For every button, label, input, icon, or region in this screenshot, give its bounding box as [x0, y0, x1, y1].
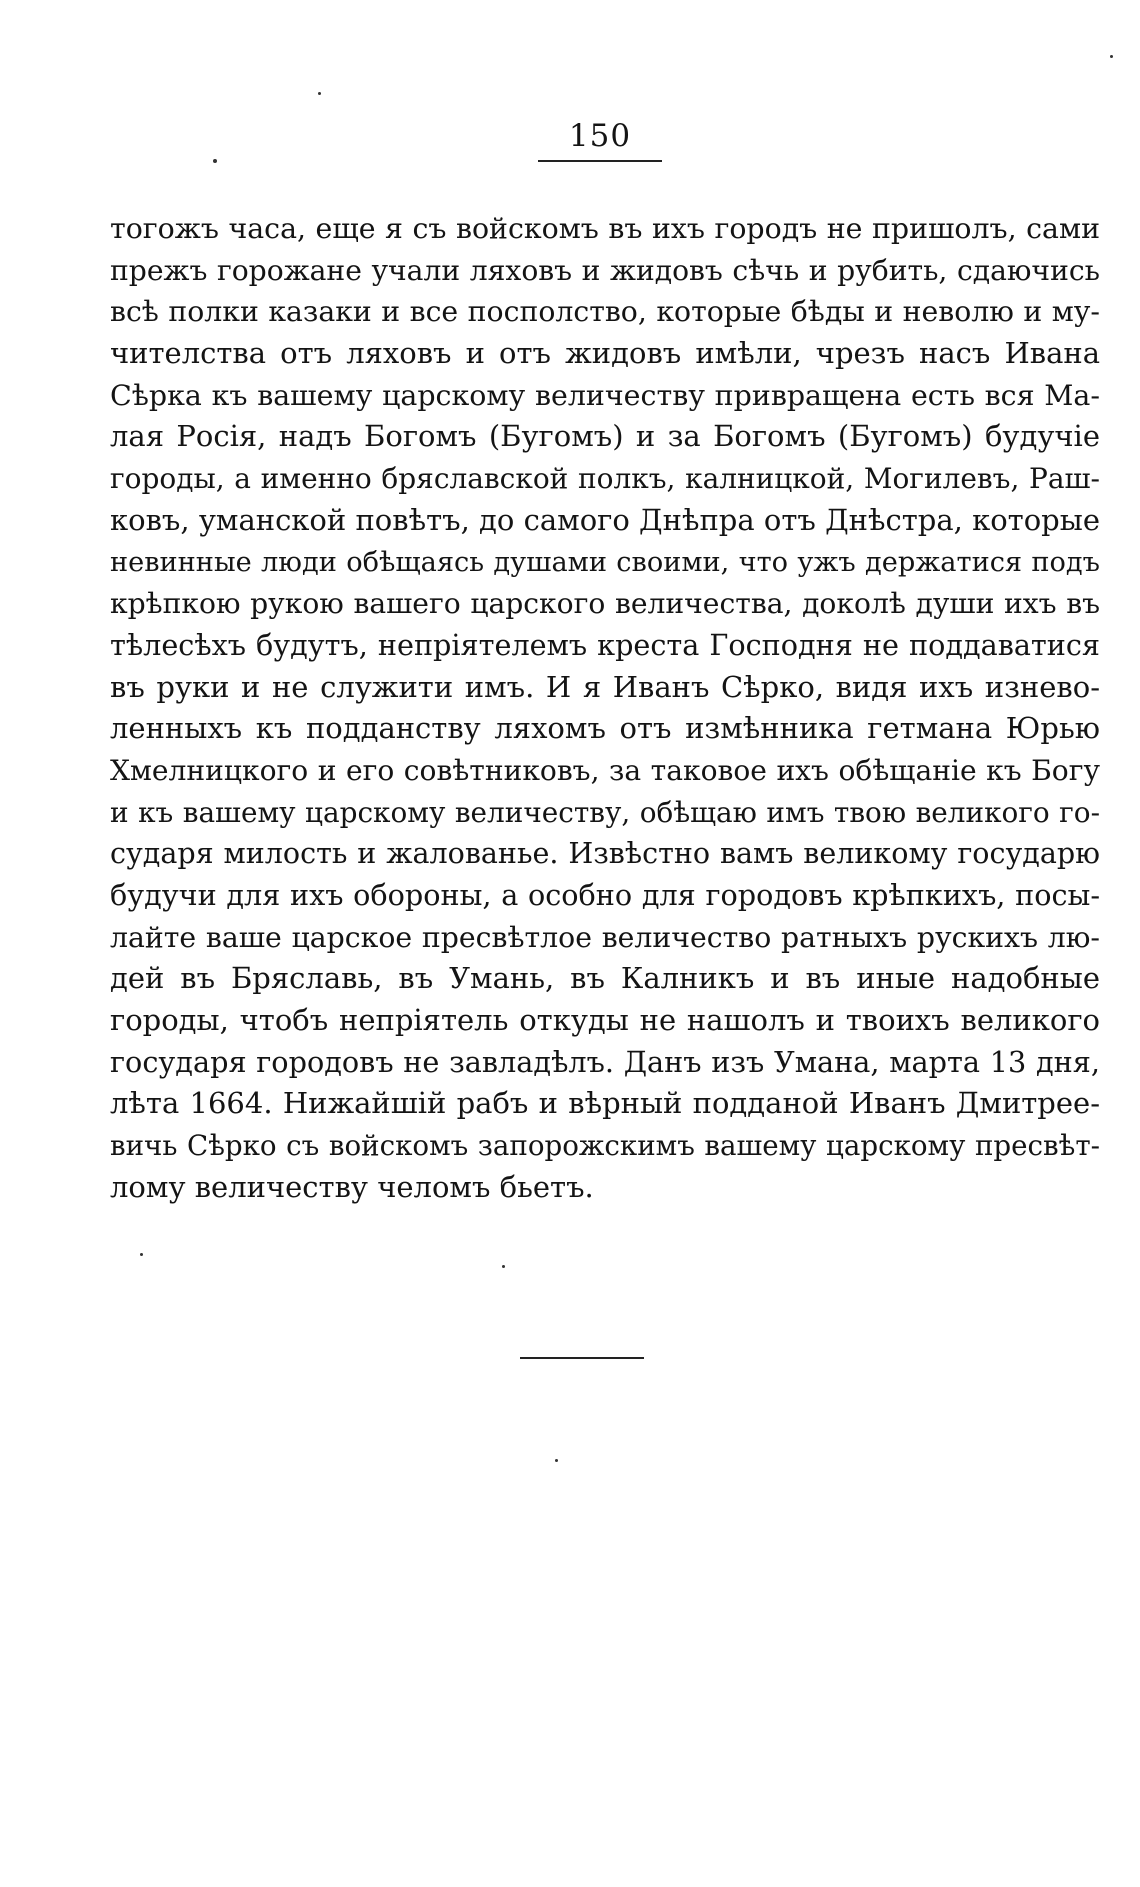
end-rule — [520, 1357, 644, 1359]
page-number: 150 — [568, 118, 632, 154]
text-line: лому величеству челомъ бьетъ. — [110, 1169, 594, 1204]
text-line: дей въ Бряславь, въ Умань, въ Калникъ и въ иные надобные — [110, 961, 1100, 996]
ink-speck — [318, 92, 321, 95]
ink-speck — [213, 159, 217, 163]
ink-speck — [502, 1265, 505, 1268]
text-line: лайте ваше царское пресвѣтлое величество ратныхъ рускихъ лю- — [110, 920, 1100, 954]
text-line: тѣлесѣхъ будутъ, непріятелемъ креста Господня не поддаватися — [110, 627, 1100, 662]
text-line: тогожъ часа, еще я съ войскомъ въ ихъ городъ не пришолъ, сами — [110, 212, 1100, 245]
text-line: чителства отъ ляховъ и отъ жидовъ имѣли, чрезъ насъ Ивана — [110, 336, 1100, 371]
text-line: невинные люди обѣщаясь душами своими, что ужъ держатися подъ — [110, 546, 1100, 578]
text-line: сударя милость и жалованье. Извѣстно вамъ великому государю — [110, 836, 1100, 871]
text-line: вичь Сѣрко съ войскомъ запорожскимъ вашему царскому пресвѣт- — [110, 1129, 1100, 1163]
text-line: государя городовъ не завладѣлъ. Данъ изъ Умана, марта 13 дня, — [110, 1044, 1100, 1079]
ink-speck — [140, 1253, 143, 1256]
text-line: и къ вашему царскому величеству, обѣщаю имъ твою великого го- — [110, 795, 1100, 829]
text-line: ленныхъ къ подданству ляхомъ отъ измѣнника гетмана Юрью — [110, 711, 1100, 746]
text-line: будучи для ихъ обороны, а особно для городовъ крѣпкихъ, посы- — [110, 878, 1100, 912]
ink-speck — [1110, 55, 1113, 58]
text-line: въ руки и не служити имъ. И я Иванъ Сѣрко, видя ихъ изнево- — [110, 669, 1100, 704]
text-line: прежъ горожане учали ляховъ и жидовъ сѣчь и рубить, сдаючись — [110, 253, 1100, 287]
text-line: лая Росія, надъ Богомъ (Бугомъ) и за Богомъ (Бугомъ) будучіе — [110, 419, 1100, 454]
text-line: Сѣрка къ вашему царскому величеству привращена есть вся Ма- — [110, 378, 1100, 412]
text-line: городы, а именно бряславской полкъ, калницкой, Могилевъ, Раш- — [110, 462, 1100, 496]
text-line: крѣпкою рукою вашего царского величества, доколѣ души ихъ въ — [110, 587, 1100, 621]
text-line: лѣта 1664. Нижайшій рабъ и вѣрный подданой Иванъ Дмитрее- — [110, 1086, 1100, 1121]
text-line: ковъ, уманской повѣтъ, до самого Днѣпра отъ Днѣстра, которые — [110, 502, 1100, 537]
text-line: Хмелницкого и его совѣтниковъ, за таковое ихъ обѣщаніе къ Богу — [110, 753, 1100, 787]
letter-text — [110, 208, 1100, 1209]
ink-speck — [555, 1459, 558, 1462]
page-number-rule — [538, 160, 662, 162]
text-line: всѣ полки казаки и все посполство, которые бѣды и неволю и му- — [110, 295, 1100, 329]
text-line: городы, чтобъ непріятель откуды не нашолъ и твоихъ великого — [110, 1003, 1100, 1038]
